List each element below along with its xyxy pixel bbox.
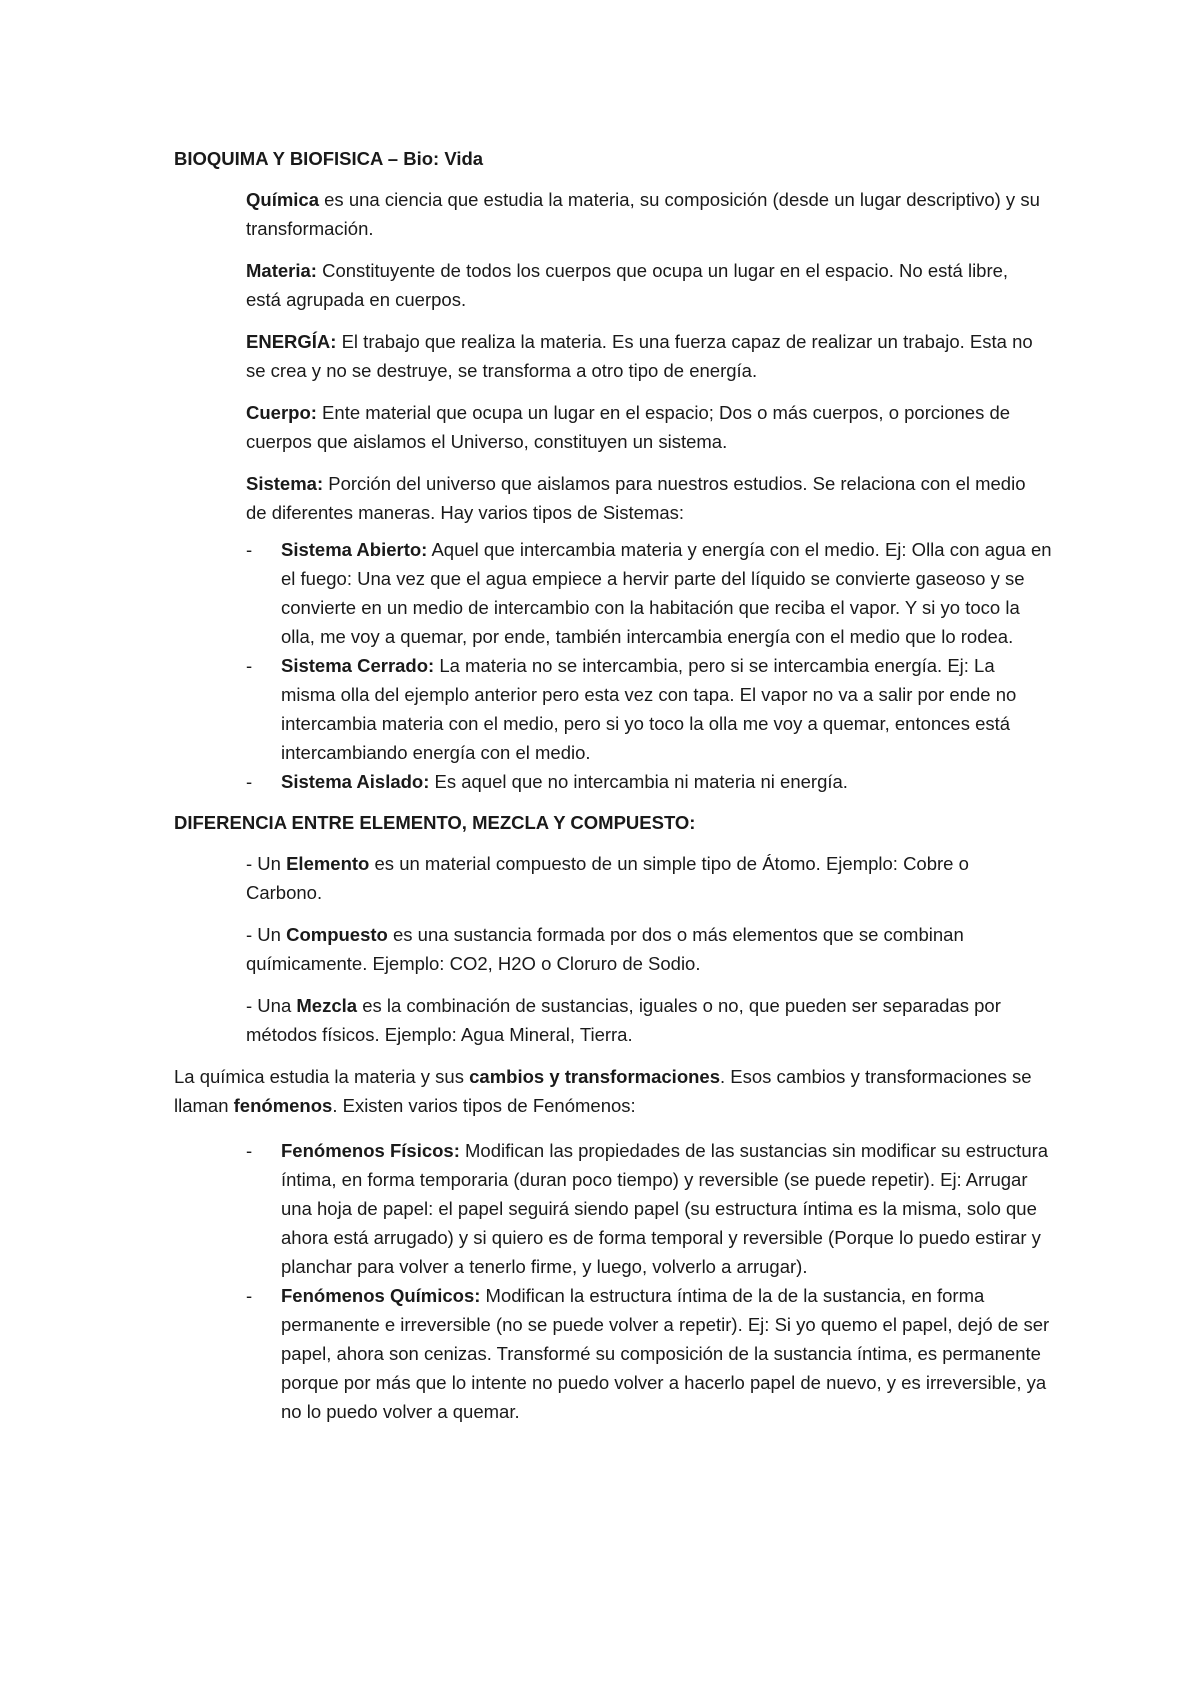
document-body [174,144,1054,1438]
intro-text: . Esos cambios y transformaciones se llaman [174,1066,1032,1116]
definition-cuerpo [246,398,1046,456]
difference-term: Compuesto [286,924,388,945]
list-item-text: Modifican las propiedades de las sustancias sin modificar su estructura íntima, en forma temporaria (duran poco tiempo) y reversible (se puede repetir). Ej: Arrugar una hoja de papel: el papel seguirá siendo papel (su estructura íntima es la misma, solo que ahora está arrugado) y si quiero es de forma temporal y reversible (Porque lo puedo estirar y planchar para volver a tenerlo firme, y luego, volverlo a arrugar). [281,1140,1049,1277]
difference-prefix: - Un [246,924,287,945]
definition-energia [246,327,1046,385]
definition-sistema [246,469,1046,527]
difference-term: Elemento [286,853,370,874]
list-item-term: Fenómenos Físicos: [281,1140,460,1161]
list-item-fenomenos-quimicos [246,1281,1054,1426]
list-item-term: Sistema Aislado: [281,771,430,792]
difference-term: Mezcla [296,995,358,1016]
section-heading-diferencias: DIFERENCIA ENTRE ELEMENTO, MEZCLA Y COMPUESTO: [174,812,696,833]
difference-mezcla [246,991,1046,1049]
intro-bold: cambios y transformaciones [469,1066,720,1087]
dash-marker: - [246,539,253,560]
difference-text: es una sustancia formada por dos o más elementos que se combinan químicamente. Ejemplo: CO2, H2O o Cloruro de Sodio. [246,924,964,974]
dash-marker: - [246,655,253,676]
intro-text: . Existen varios tipos de Fenómenos: [332,1095,636,1116]
intro-text: La química estudia la materia y sus [174,1066,470,1087]
list-item-term: Fenómenos Químicos: [281,1285,481,1306]
difference-elemento [246,849,1046,907]
definition-term: ENERGÍA: [246,331,337,352]
intro-bold: fenómenos [233,1095,333,1116]
list-item-sistema-abierto [246,535,1054,651]
list-item-term: Sistema Cerrado: [281,655,435,676]
definition-text: es una ciencia que estudia la materia, su composición (desde un lugar descriptivo) y su transformación. [246,189,1040,239]
list-item-sistema-cerrado [246,651,1054,767]
phenomena-intro [174,1062,1054,1120]
dash-marker: - [246,1285,253,1306]
dash-marker: - [246,771,253,792]
definition-text: Porción del universo que aislamos para nuestros estudios. Se relaciona con el medio de diferentes maneras. Hay varios tipos de Sistemas: [246,473,1026,523]
list-item-term: Sistema Abierto: [281,539,428,560]
difference-text: es un material compuesto de un simple tipo de Átomo. Ejemplo: Cobre o Carbono. [246,853,969,903]
difference-prefix: - Un [246,853,287,874]
definition-term: Sistema: [246,473,324,494]
definition-term: Cuerpo: [246,402,317,423]
dash-marker: - [246,1140,253,1161]
definition-materia [246,256,1046,314]
list-item-sistema-aislado [246,767,1054,796]
phenomena-list [246,1136,1054,1426]
list-item-text: Aquel que intercambia materia y energía con el medio. Ej: Olla con agua en el fuego: Una vez que el agua empiece a hervir parte del líquido se convierte gaseoso y se convierte en un medio de intercambio con la habitación que reciba el vapor. Y si yo toco la olla, me voy a quemar, por ende, también intercambia energía con el medio que lo rodea. [281,539,1052,647]
systems-list [246,535,1054,796]
list-item-fenomenos-fisicos [246,1136,1054,1281]
document-title [174,144,1054,173]
definition-text: El trabajo que realiza la materia. Es una fuerza capaz de realizar un trabajo. Esta no se crea y no se destruye, se transforma a otro tipo de energía. [246,331,1033,381]
definition-term: Materia: [246,260,317,281]
title-bold: BIOQUIMA Y BIOFISICA – Bio [174,148,434,169]
title-rest: : Vida [433,148,484,169]
definition-term: Química [246,189,319,210]
list-item-text: Modifican la estructura íntima de la de la sustancia, en forma permanente e irreversible (no se puede volver a repetir). Ej: Si yo quemo el papel, dejó de ser papel, ahora son cenizas. Transformé su composición de la sustancia íntima, es permanente porque por más que lo intente no puedo volver a hacerlo papel de nuevo, y es irreversible, ya no lo puedo volver a quemar. [281,1285,1050,1422]
list-item-text: Es aquel que no intercambia ni materia ni energía. [429,771,848,792]
list-item-text: La materia no se intercambia, pero si se intercambia energía. Ej: La misma olla del ejemplo anterior pero esta vez con tapa. El vapor no va a salir por ende no intercambia materia con el medio, pero si yo toco la olla me voy a quemar, entonces está intercambiando energía con el medio. [281,655,1017,763]
difference-compuesto [246,920,1046,978]
definition-text: Ente material que ocupa un lugar en el espacio; Dos o más cuerpos, o porciones de cuerpos que aislamos el Universo, constituyen un sistema. [246,402,1011,452]
difference-prefix: - Una [246,995,297,1016]
definition-text: Constituyente de todos los cuerpos que ocupa un lugar en el espacio. No está libre, está agrupada en cuerpos. [246,260,1009,310]
definition-quimica [246,185,1046,243]
difference-text: es la combinación de sustancias, iguales o no, que pueden ser separadas por métodos físicos. Ejemplo: Agua Mineral, Tierra. [246,995,1001,1045]
